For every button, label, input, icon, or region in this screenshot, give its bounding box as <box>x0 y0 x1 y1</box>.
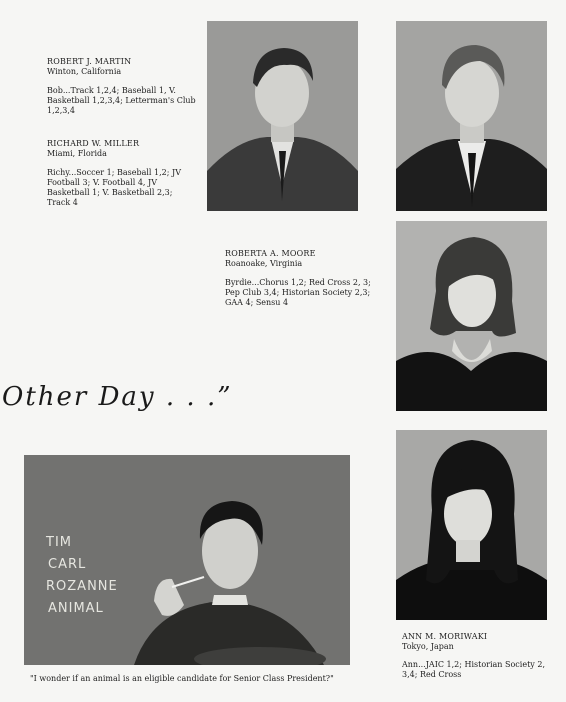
student-name: ANN M. MORIWAKI <box>402 632 488 641</box>
portrait-photo-miller <box>396 21 547 211</box>
student-hometown: Miami, Florida <box>47 149 107 158</box>
senior-entry-moore <box>225 249 375 308</box>
portrait-photo-martin <box>207 21 358 211</box>
student-name: RICHARD W. MILLER <box>47 139 140 148</box>
senior-entry-martin <box>47 57 197 116</box>
chalk-name: ANIMAL <box>48 601 104 616</box>
student-hometown: Roanoake, Virginia <box>225 259 303 268</box>
chalk-name: ROZANNE <box>46 579 118 594</box>
student-name: ROBERTA A. MOORE <box>225 249 316 258</box>
student-activities: Bob...Track 1,2,4; Baseball 1, V. Basketball 1,2,3,4; Letterman's Club 1,2,3,4 <box>47 86 196 115</box>
student-activities: Richy...Soccer 1; Baseball 1,2; JV Football 3; V. Football 4, JV Basketball 1; V. Basketball 2,3; Track 4 <box>47 168 181 207</box>
student-name: ROBERT J. MARTIN <box>47 57 132 66</box>
chalkboard-names <box>46 532 118 620</box>
senior-entry-moriwaki <box>402 632 552 680</box>
chalk-name: CARL <box>48 557 87 572</box>
senior-entry-miller <box>47 139 195 208</box>
portrait-photo-moriwaki <box>396 430 547 620</box>
student-hometown: Tokyo, Japan <box>402 642 454 651</box>
portrait-photo-moore <box>396 221 547 411</box>
section-heading: Other Day . . .” <box>2 382 233 412</box>
student-activities: Ann...JAIC 1,2; Historian Society 2, 3,4; Red Cross <box>402 660 545 679</box>
photo-caption: "I wonder if an animal is an eligible candidate for Senior Class President?" <box>30 674 334 683</box>
chalk-name: TIM <box>46 535 72 550</box>
student-hometown: Winton, California <box>47 67 122 76</box>
student-activities: Byrdie...Chorus 1,2; Red Cross 2, 3; Pep Club 3,4; Historian Society 2,3; GAA 4; Sensu 4 <box>225 278 371 307</box>
